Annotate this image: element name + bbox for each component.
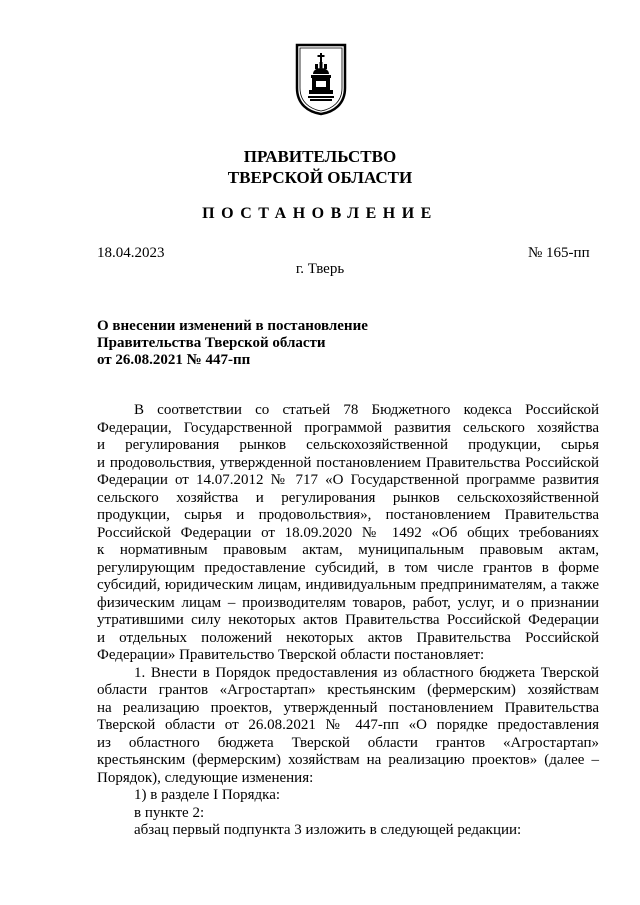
government-line-1: ПРАВИТЕЛЬСТВО (243, 147, 397, 166)
document-city: г. Тверь (295, 261, 345, 277)
body-line: сельского хозяйства и регулирования рынков сельскохозяйственной (97, 489, 599, 506)
document-type: ПОСТАНОВЛЕНИЕ (202, 205, 438, 222)
body-line: утратившими силу некоторых актов Правительства Российской Федерации (97, 612, 599, 628)
body-line: Федерации» Правительство Тверской области постановляет: (97, 647, 485, 663)
government-name (0, 146, 640, 188)
body-line: области грантов «Агростартап» крестьянским (фермерским) хозяйствам (97, 682, 599, 698)
paragraph-preamble (97, 402, 599, 665)
title-line: О внесении изменений в постановление (97, 318, 368, 334)
title-line: Правительства Тверской области (97, 335, 326, 351)
body-line: из областного бюджета Тверской области грантов «Агростартап» (97, 734, 599, 751)
coat-of-arms-icon (294, 42, 348, 116)
paragraph-point: в пункте 2: (134, 804, 205, 821)
body-line: Российской Федерации от 18.09.2020 № 1492 «Об общих требованиях (97, 524, 599, 541)
body-line: и регулирования рынков сельскохозяйственной продукции, сырья (97, 437, 599, 453)
body-line: продукции, сырья и продовольствия», постановлением Правительства (97, 507, 599, 523)
body-line: физическим лицам – производителям товаров, работ, услуг, и о признании (97, 594, 599, 611)
title-line: от 26.08.2021 № 447-пп (97, 352, 251, 368)
body-line: Порядок), следующие изменения: (97, 769, 314, 786)
body-line: к нормативным правовым актам, муниципальным правовым актам, (97, 542, 599, 558)
body-line: Федерации, Государственной программой развития сельского хозяйства (97, 419, 599, 436)
document-date: 18.04.2023 (97, 245, 165, 261)
body-line: 1. Внести в Порядок предоставления из областного бюджета Тверской (134, 664, 599, 681)
paragraph-subitem: 1) в разделе I Порядка: (134, 787, 281, 803)
body-line: регулирующим предоставление субсидий, в том числе грантов в форме (97, 559, 599, 576)
body-line: субсидий, юридическим лицам, индивидуальным предпринимателям, а также (97, 577, 599, 593)
paragraph-item-1 (97, 665, 599, 788)
body-line: на реализацию проектов, утвержденный постановлением Правительства (97, 699, 599, 716)
body-line: Тверской области от 26.08.2021 № 447-пп «О порядке предоставления (97, 717, 599, 733)
body-line: крестьянским (фермерским) хозяйствам на реализацию проектов» (далее – (97, 752, 599, 768)
body-line: и отдельных положений некоторых актов Правительства Российской (97, 629, 599, 646)
document-number: № 165-пп (528, 245, 590, 261)
government-line-2: ТВЕРСКОЙ ОБЛАСТИ (227, 168, 413, 187)
body-line: и продовольствия, утвержденной постановлением Правительства Российской (97, 454, 599, 471)
document-body (97, 402, 599, 840)
paragraph-instruction: абзац первый подпункта 3 изложить в следующей редакции: (134, 822, 522, 838)
body-line: В соответствии со статьей 78 Бюджетного кодекса Российской (134, 402, 599, 418)
document-title (97, 318, 368, 369)
body-line: Федерации от 14.07.2012 № 717 «О Государственной программе развития (97, 472, 599, 488)
